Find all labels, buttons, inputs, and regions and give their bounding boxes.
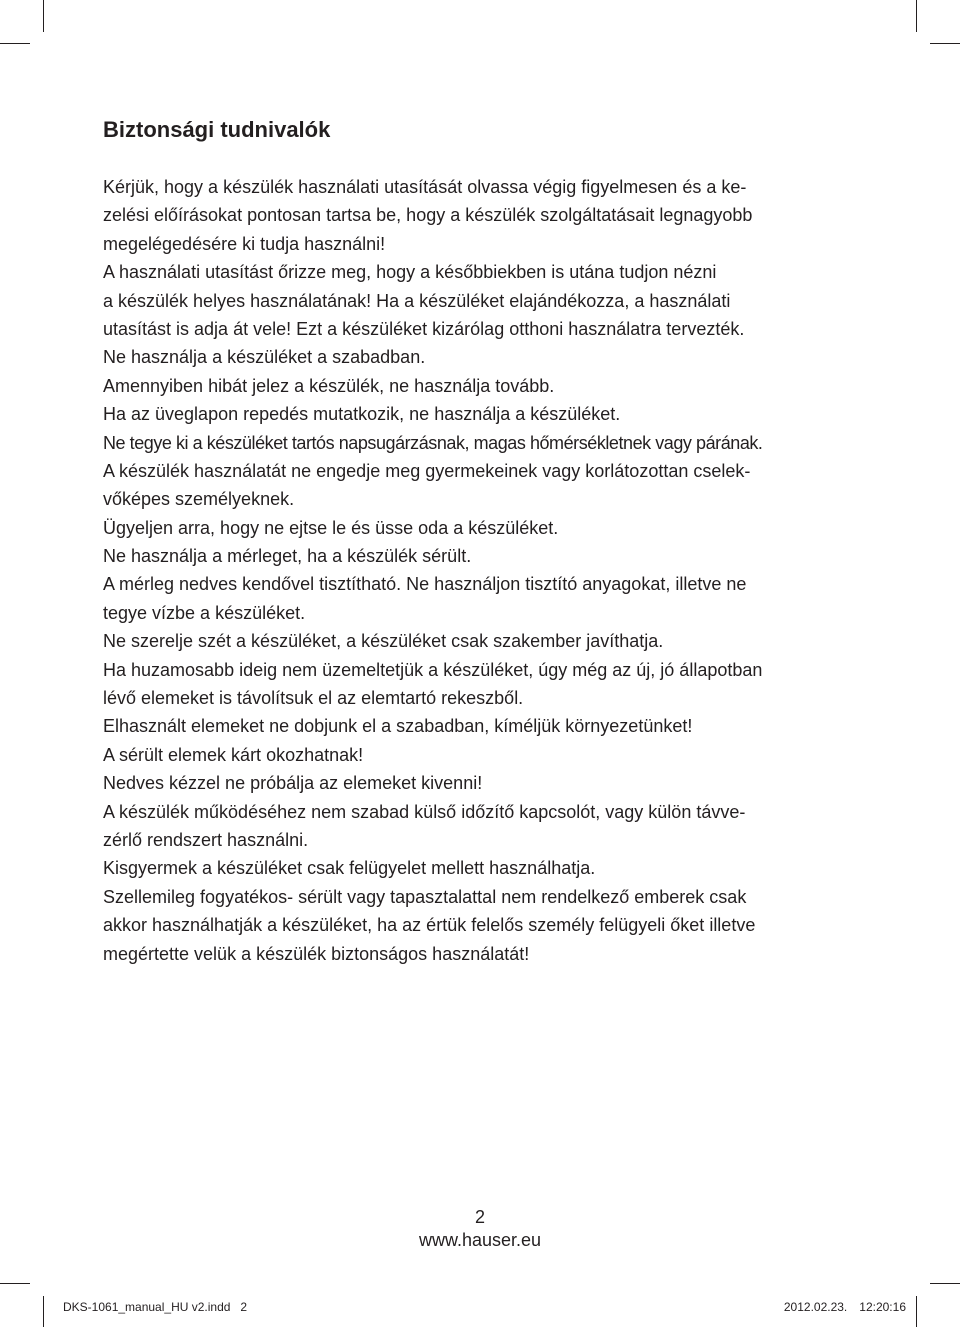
text-line: Ne szerelje szét a készüléket, a készüléket csak szakember javíthatja. <box>103 631 664 652</box>
crop-mark-bottom-right-horizontal <box>930 1283 960 1284</box>
text-line: A készülék működéséhez nem szabad külső időzítő kapcsolót, vagy külön távve- <box>103 801 746 822</box>
text-line: Ha huzamosabb ideig nem üzemeltetjük a készüléket, úgy még az új, jó állapotban <box>103 659 763 680</box>
text-line: vőképes személyeknek. <box>103 489 295 510</box>
text-line: A sérült elemek kárt okozhatnak! <box>103 744 364 765</box>
text-line: akkor használhatják a készüléket, ha az értük felelős személy felügyeli őket illetve <box>103 915 756 936</box>
text-line: Ne tegye ki a készüléket tartós napsugárzásnak, magas hőmérsékletnek vagy párának. <box>103 432 763 453</box>
print-slug-time: 12:20:16 <box>859 1300 906 1314</box>
text-line: utasítást is adja át vele! Ezt a készüléket kizárólag otthoni használatra tervezték. <box>103 318 745 339</box>
safety-instructions-text <box>103 173 863 968</box>
text-line: zelési előírásokat pontosan tartsa be, hogy a készülék szolgáltatásait legnagyobb <box>103 205 753 226</box>
text-line: Ha az üveglapon repedés mutatkozik, ne használja a készüléket. <box>103 404 621 425</box>
print-slug-date: 2012.02.23. <box>783 1300 848 1314</box>
crop-mark-bottom-left-horizontal <box>0 1283 30 1284</box>
text-line: A készülék használatát ne engedje meg gyermekeinek vagy korlátozottan cselek- <box>103 460 751 481</box>
text-line: lévő elemeket is távolítsuk el az elemtartó rekeszből. <box>103 688 524 709</box>
text-line: Amennyiben hibát jelez a készülék, ne használja tovább. <box>103 375 555 396</box>
print-slug-timestamp <box>784 1299 906 1315</box>
text-line: a készülék helyes használatának! Ha a készüléket elajándékozza, a használati <box>103 290 731 311</box>
text-line: Nedves kézzel ne próbálja az elemeket kivenni! <box>103 773 483 794</box>
text-line: tegye vízbe a készüléket. <box>103 602 306 623</box>
crop-mark-bottom-left-vertical <box>43 1296 44 1327</box>
text-line: zérlő rendszert használni. <box>103 829 309 850</box>
crop-mark-bottom-right-vertical <box>916 1296 917 1327</box>
crop-mark-top-right-horizontal <box>930 43 960 44</box>
crop-mark-top-left-vertical <box>43 0 44 32</box>
text-line: Szellemileg fogyatékos- sérült vagy tapasztalattal nem rendelkező emberek csak <box>103 886 747 907</box>
text-line: Kisgyermek a készüléket csak felügyelet mellett használhatja. <box>103 858 596 879</box>
print-slug-filename: DKS-1061_manual_HU v2.indd 2 <box>63 1300 248 1314</box>
crop-mark-top-left-horizontal <box>0 43 30 44</box>
text-line: Kérjük, hogy a készülék használati utasítását olvassa végig figyelmesen és a ke- <box>103 177 747 197</box>
text-line: A mérleg nedves kendővel tisztítható. Ne használjon tisztító anyagokat, illetve ne <box>103 574 747 595</box>
text-line: megértette velük a készülék biztonságos használatát! <box>103 943 530 964</box>
text-line: Ne használja a mérleget, ha a készülék sérült. <box>103 546 472 567</box>
page-title: Biztonsági tudnivalók <box>103 117 331 142</box>
website-url: www.hauser.eu <box>418 1230 542 1250</box>
text-line: megelégedésére ki tudja használni! <box>103 233 386 254</box>
text-line: Ügyeljen arra, hogy ne ejtse le és üsse oda a készüléket. <box>103 517 559 538</box>
text-line: Elhasznált elemeket ne dobjunk el a szabadban, kíméljük környezetünket! <box>103 716 693 737</box>
text-line: A használati utasítást őrizze meg, hogy a későbbiekben is utána tudjon nézni <box>103 262 717 283</box>
text-line: Ne használja a készüléket a szabadban. <box>103 347 426 368</box>
crop-mark-top-right-vertical <box>916 0 917 32</box>
page-number: 2 <box>474 1207 485 1227</box>
